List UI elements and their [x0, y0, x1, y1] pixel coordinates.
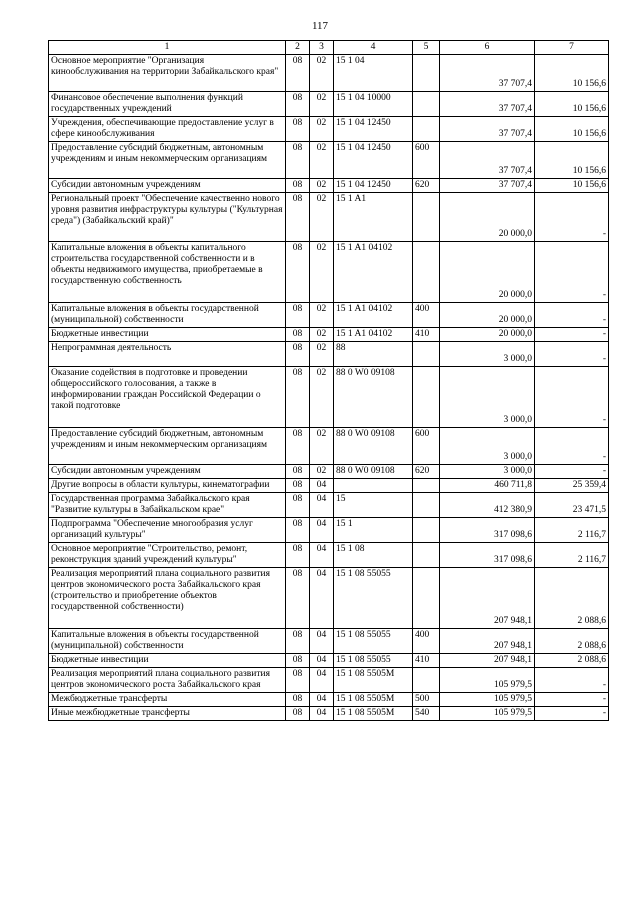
subsection-cell: 02: [310, 303, 334, 328]
expense-type-cell: 400: [413, 629, 440, 654]
amount-cell: 37 707,4: [440, 92, 535, 117]
expense-type-cell: 600: [413, 428, 440, 465]
amount-cell: 207 948,1: [440, 568, 535, 629]
expense-type-cell: [413, 92, 440, 117]
target-article-cell: 15 1 04 10000: [334, 92, 413, 117]
row-name-cell: Оказание содействия в подготовке и проведении общероссийского голосования, а также в информировании граждан Российской Федерации о такой подготовке: [49, 367, 286, 428]
expense-type-cell: [413, 55, 440, 92]
subsection-cell: 04: [310, 518, 334, 543]
subsection-cell: 02: [310, 367, 334, 428]
row-name-cell: Бюджетные инвестиции: [49, 654, 286, 668]
amount-cell: 317 098,6: [440, 543, 535, 568]
amount-cell: 37 707,4: [440, 142, 535, 179]
section-cell: 08: [286, 179, 310, 193]
target-article-cell: 88 0 W0 09108: [334, 428, 413, 465]
amount-cell: 3 000,0: [440, 367, 535, 428]
table-row: [49, 543, 609, 568]
table-row: [49, 193, 609, 242]
section-cell: 08: [286, 92, 310, 117]
table-row: [49, 568, 609, 629]
expense-type-cell: [413, 479, 440, 493]
section-cell: 08: [286, 328, 310, 342]
table-row: [49, 693, 609, 707]
amount-cell: 412 380,9: [440, 493, 535, 518]
subsection-cell: 02: [310, 142, 334, 179]
row-name-cell: Иные межбюджетные трансферты: [49, 707, 286, 721]
table-row: [49, 629, 609, 654]
expense-type-cell: [413, 242, 440, 303]
row-name-cell: Непрограммная деятельность: [49, 342, 286, 367]
subsection-cell: 04: [310, 707, 334, 721]
header-cell: 1: [49, 41, 286, 55]
table-row: [49, 428, 609, 465]
expense-type-cell: [413, 117, 440, 142]
row-name-cell: Подпрограмма "Обеспечение многообразия услуг организаций культуры": [49, 518, 286, 543]
header-cell: 4: [334, 41, 413, 55]
table-row: [49, 117, 609, 142]
row-name-cell: Региональный проект "Обеспечение качественно нового уровня развития инфраструктуры культуры ("Культурная среда") (Забайкальский край)": [49, 193, 286, 242]
subsection-cell: 02: [310, 179, 334, 193]
row-name-cell: Субсидии автономным учреждениям: [49, 179, 286, 193]
table-row: [49, 342, 609, 367]
table-row: [49, 654, 609, 668]
expense-type-cell: [413, 342, 440, 367]
amount-cell: 20 000,0: [440, 328, 535, 342]
amount-2-cell: 2 088,6: [535, 629, 609, 654]
page-number: 117: [311, 20, 329, 32]
target-article-cell: 15: [334, 493, 413, 518]
target-article-cell: 15 1 A1 04102: [334, 242, 413, 303]
section-cell: 08: [286, 242, 310, 303]
section-cell: 08: [286, 668, 310, 693]
amount-cell: 3 000,0: [440, 465, 535, 479]
expense-type-cell: [413, 518, 440, 543]
table-row: [49, 142, 609, 179]
amount-2-cell: -: [535, 328, 609, 342]
expense-type-cell: 540: [413, 707, 440, 721]
table-row: [49, 242, 609, 303]
header-cell: 7: [535, 41, 609, 55]
section-cell: 08: [286, 654, 310, 668]
subsection-cell: 02: [310, 428, 334, 465]
target-article-cell: 15 1 08 5505M: [334, 693, 413, 707]
section-cell: 08: [286, 342, 310, 367]
amount-2-cell: 10 156,6: [535, 179, 609, 193]
target-article-cell: 15 1 04: [334, 55, 413, 92]
amount-2-cell: -: [535, 242, 609, 303]
amount-2-cell: -: [535, 342, 609, 367]
row-name-cell: Реализация мероприятий плана социального развития центров экономического роста Забайкальского края: [49, 668, 286, 693]
subsection-cell: 04: [310, 654, 334, 668]
section-cell: 08: [286, 543, 310, 568]
amount-cell: 3 000,0: [440, 428, 535, 465]
expense-type-cell: 400: [413, 303, 440, 328]
amount-cell: 20 000,0: [440, 193, 535, 242]
row-name-cell: Учреждения, обеспечивающие предоставление услуг в сфере кинообслуживания: [49, 117, 286, 142]
row-name-cell: Реализация мероприятий плана социального развития центров экономического роста Забайкальского края (строительство и приобретение объектов государственной собственности): [49, 568, 286, 629]
budget-table: [48, 40, 609, 721]
amount-cell: 20 000,0: [440, 242, 535, 303]
expense-type-cell: [413, 543, 440, 568]
target-article-cell: 15 1 04 12450: [334, 117, 413, 142]
row-name-cell: Капитальные вложения в объекты капитального строительства государственной собственности и в объекты недвижимого имущества, приобретаемые в государственную собственность: [49, 242, 286, 303]
expense-type-cell: 410: [413, 654, 440, 668]
section-cell: 08: [286, 693, 310, 707]
expense-type-cell: [413, 668, 440, 693]
target-article-cell: 15 1 04 12450: [334, 142, 413, 179]
row-name-cell: Капитальные вложения в объекты государственной (муниципальной) собственности: [49, 303, 286, 328]
table-row: [49, 668, 609, 693]
amount-2-cell: 2 088,6: [535, 654, 609, 668]
amount-cell: 37 707,4: [440, 179, 535, 193]
section-cell: 08: [286, 428, 310, 465]
target-article-cell: 88 0 W0 09108: [334, 367, 413, 428]
amount-cell: 105 979,5: [440, 668, 535, 693]
subsection-cell: 04: [310, 629, 334, 654]
header-cell: 3: [310, 41, 334, 55]
target-article-cell: 15 1: [334, 518, 413, 543]
amount-2-cell: -: [535, 303, 609, 328]
amount-2-cell: -: [535, 428, 609, 465]
amount-2-cell: -: [535, 707, 609, 721]
header-cell: 6: [440, 41, 535, 55]
row-name-cell: Межбюджетные трансферты: [49, 693, 286, 707]
section-cell: 08: [286, 367, 310, 428]
subsection-cell: 04: [310, 479, 334, 493]
amount-2-cell: 10 156,6: [535, 117, 609, 142]
section-cell: 08: [286, 193, 310, 242]
target-article-cell: 15 1 A1 04102: [334, 328, 413, 342]
subsection-cell: 04: [310, 693, 334, 707]
target-article-cell: 15 1 A1 04102: [334, 303, 413, 328]
amount-2-cell: -: [535, 367, 609, 428]
row-name-cell: Субсидии автономным учреждениям: [49, 465, 286, 479]
target-article-cell: [334, 479, 413, 493]
amount-2-cell: -: [535, 693, 609, 707]
expense-type-cell: [413, 193, 440, 242]
amount-cell: 105 979,5: [440, 707, 535, 721]
subsection-cell: 04: [310, 543, 334, 568]
table-row: [49, 493, 609, 518]
row-name-cell: Предоставление субсидий бюджетным, автономным учреждениям и иным некоммерческим организациям: [49, 428, 286, 465]
subsection-cell: 02: [310, 117, 334, 142]
amount-cell: 20 000,0: [440, 303, 535, 328]
amount-2-cell: 10 156,6: [535, 92, 609, 117]
target-article-cell: 88 0 W0 09108: [334, 465, 413, 479]
row-name-cell: Основное мероприятие "Организация кинообслуживания на территории Забайкальского края": [49, 55, 286, 92]
subsection-cell: 02: [310, 465, 334, 479]
section-cell: 08: [286, 479, 310, 493]
row-name-cell: Другие вопросы в области культуры, кинематографии: [49, 479, 286, 493]
target-article-cell: 15 1 08: [334, 543, 413, 568]
subsection-cell: 02: [310, 92, 334, 117]
row-name-cell: Основное мероприятие "Строительство, ремонт, реконструкция зданий учреждений культуры": [49, 543, 286, 568]
amount-cell: 207 948,1: [440, 654, 535, 668]
subsection-cell: 02: [310, 242, 334, 303]
expense-type-cell: [413, 367, 440, 428]
row-name-cell: Капитальные вложения в объекты государственной (муниципальной) собственности: [49, 629, 286, 654]
section-cell: 08: [286, 629, 310, 654]
amount-2-cell: 10 156,6: [535, 142, 609, 179]
table-row: [49, 328, 609, 342]
amount-cell: 105 979,5: [440, 693, 535, 707]
header-row: [49, 41, 609, 55]
amount-cell: 207 948,1: [440, 629, 535, 654]
header-cell: 5: [413, 41, 440, 55]
table-row: [49, 179, 609, 193]
section-cell: 08: [286, 303, 310, 328]
amount-cell: 37 707,4: [440, 117, 535, 142]
expense-type-cell: 620: [413, 465, 440, 479]
amount-cell: 37 707,4: [440, 55, 535, 92]
section-cell: 08: [286, 493, 310, 518]
target-article-cell: 15 1 08 55055: [334, 629, 413, 654]
subsection-cell: 04: [310, 668, 334, 693]
subsection-cell: 02: [310, 193, 334, 242]
target-article-cell: 15 1 A1: [334, 193, 413, 242]
amount-2-cell: 2 088,6: [535, 568, 609, 629]
target-article-cell: 15 1 08 5505M: [334, 668, 413, 693]
expense-type-cell: 500: [413, 693, 440, 707]
table-row: [49, 55, 609, 92]
row-name-cell: Финансовое обеспечение выполнения функций государственных учреждений: [49, 92, 286, 117]
amount-cell: 460 711,8: [440, 479, 535, 493]
target-article-cell: 88: [334, 342, 413, 367]
amount-2-cell: -: [535, 465, 609, 479]
section-cell: 08: [286, 117, 310, 142]
table-row: [49, 518, 609, 543]
expense-type-cell: [413, 568, 440, 629]
subsection-cell: 04: [310, 568, 334, 629]
subsection-cell: 04: [310, 493, 334, 518]
target-article-cell: 15 1 08 55055: [334, 568, 413, 629]
section-cell: 08: [286, 707, 310, 721]
section-cell: 08: [286, 518, 310, 543]
expense-type-cell: [413, 493, 440, 518]
table-row: [49, 479, 609, 493]
row-name-cell: Предоставление субсидий бюджетным, автономным учреждениям и иным некоммерческим организациям: [49, 142, 286, 179]
amount-2-cell: 25 359,4: [535, 479, 609, 493]
amount-2-cell: -: [535, 668, 609, 693]
amount-2-cell: -: [535, 193, 609, 242]
subsection-cell: 02: [310, 342, 334, 367]
expense-type-cell: 620: [413, 179, 440, 193]
row-name-cell: Государственная программа Забайкальского края "Развитие культуры в Забайкальском крае": [49, 493, 286, 518]
section-cell: 08: [286, 142, 310, 179]
table-row: [49, 707, 609, 721]
expense-type-cell: 600: [413, 142, 440, 179]
header-cell: 2: [286, 41, 310, 55]
section-cell: 08: [286, 465, 310, 479]
expense-type-cell: 410: [413, 328, 440, 342]
table-row: [49, 465, 609, 479]
amount-cell: 317 098,6: [440, 518, 535, 543]
subsection-cell: 02: [310, 55, 334, 92]
subsection-cell: 02: [310, 328, 334, 342]
target-article-cell: 15 1 08 55055: [334, 654, 413, 668]
section-cell: 08: [286, 55, 310, 92]
table-row: [49, 367, 609, 428]
amount-2-cell: 10 156,6: [535, 55, 609, 92]
amount-cell: 3 000,0: [440, 342, 535, 367]
section-cell: 08: [286, 568, 310, 629]
table-row: [49, 92, 609, 117]
amount-2-cell: 2 116,7: [535, 543, 609, 568]
table-row: [49, 303, 609, 328]
row-name-cell: Бюджетные инвестиции: [49, 328, 286, 342]
target-article-cell: 15 1 04 12450: [334, 179, 413, 193]
target-article-cell: 15 1 08 5505M: [334, 707, 413, 721]
amount-2-cell: 23 471,5: [535, 493, 609, 518]
amount-2-cell: 2 116,7: [535, 518, 609, 543]
